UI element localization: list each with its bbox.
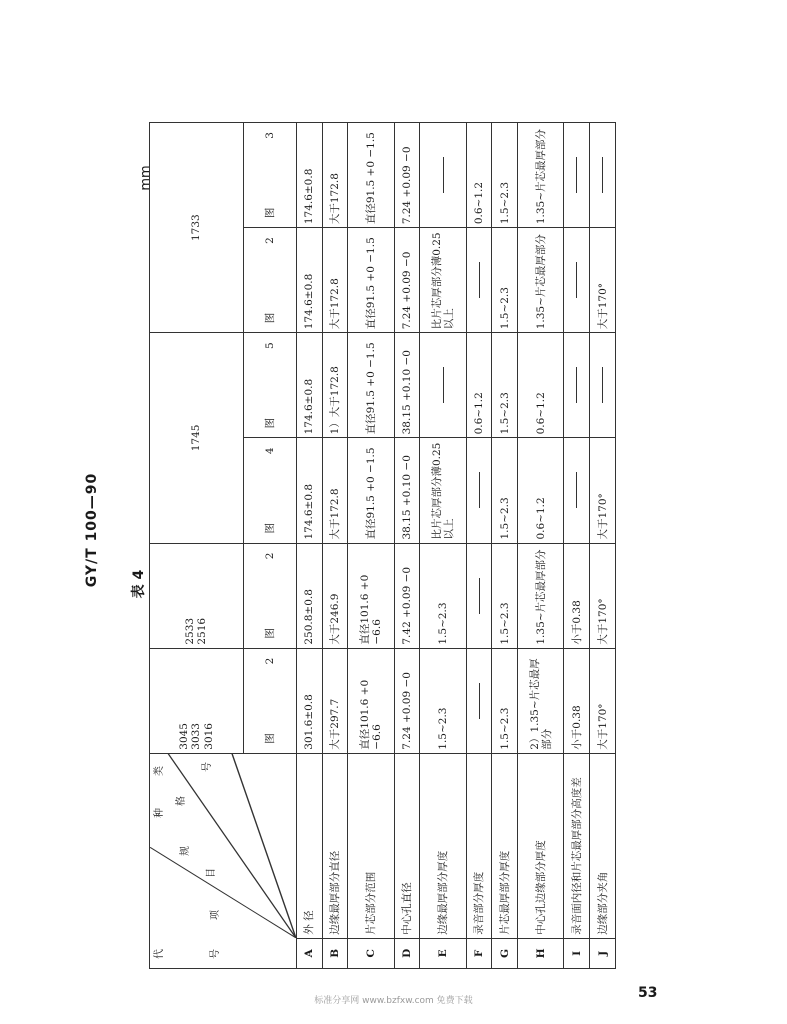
value-cell: 小于0.38 <box>564 648 590 753</box>
dash-mark <box>576 367 577 403</box>
value-cell: 直径91.5 +0 −1.5 <box>348 438 394 543</box>
row-code: I <box>564 938 590 968</box>
model-group-1: 3045 3033 3016 <box>150 648 244 753</box>
row-item-label: 边缘最厚部分厚度 <box>420 753 466 938</box>
header-corner-cell <box>150 753 297 968</box>
empty-cell-dash <box>420 123 466 228</box>
value-cell: 1.35~片芯最厚部分 <box>518 228 564 333</box>
dash-mark <box>602 157 603 193</box>
value-cell: 301.6±0.8 <box>296 648 322 753</box>
value-cell: 直径91.5 +0 −1.5 <box>348 123 394 228</box>
corner-diagonal-lines <box>150 754 296 968</box>
value-cell: 直径101.6 +0 −6.6 <box>348 648 394 753</box>
value-cell: 7.24 +0.09 −0 <box>394 228 420 333</box>
model-group-4: 1733 <box>150 123 244 333</box>
empty-cell-dash <box>564 438 590 543</box>
dash-mark <box>479 683 480 719</box>
row-code: G <box>492 938 518 968</box>
dash-mark <box>602 367 603 403</box>
figure-cell-5: 图 2 <box>243 228 296 333</box>
value-cell: 0.6~1.2 <box>466 123 492 228</box>
table-row <box>590 123 616 969</box>
figure-cell-2: 图 2 <box>243 543 296 648</box>
value-cell: 小于0.38 <box>564 543 590 648</box>
value-cell: 比片芯厚部分薄0.25以上 <box>420 228 466 333</box>
unit-label: mm <box>138 165 154 191</box>
value-cell: 大于170° <box>590 438 616 543</box>
value-cell: 174.6±0.8 <box>296 333 322 438</box>
value-cell: 大于170° <box>590 648 616 753</box>
table-row <box>322 123 348 969</box>
row-item-label: 边缘最厚部分直径 <box>322 753 348 938</box>
value-cell: 直径101.6 +0 −6.6 <box>348 543 394 648</box>
value-cell: 直径91.5 +0 −1.5 <box>348 228 394 333</box>
dash-mark <box>576 472 577 508</box>
corner-label-i: 号 <box>210 949 221 959</box>
value-cell: 1.35~片芯最厚部分 <box>518 123 564 228</box>
value-cell: 1.35~片芯最厚部分 <box>518 543 564 648</box>
value-cell: 大于170° <box>590 228 616 333</box>
value-cell: 7.24 +0.09 −0 <box>394 648 420 753</box>
figure-cell-1: 图 2 <box>243 648 296 753</box>
figure-cell-4: 图 5 <box>243 333 296 438</box>
corner-label-b: 类 <box>154 766 165 776</box>
value-cell: 1.5~2.3 <box>492 438 518 543</box>
spec-table-rotated <box>149 122 616 969</box>
value-cell: 1.5~2.3 <box>420 648 466 753</box>
row-code: J <box>590 938 616 968</box>
value-cell: 1.5~2.3 <box>492 123 518 228</box>
table-row <box>492 123 518 969</box>
value-cell: 1.5~2.3 <box>492 543 518 648</box>
row-code: C <box>348 938 394 968</box>
value-cell: 0.6~1.2 <box>518 333 564 438</box>
table-row <box>564 123 590 969</box>
row-item-label: 录音面内径和片芯最厚部分高度差 <box>564 753 590 938</box>
value-cell: 1.5~2.3 <box>492 333 518 438</box>
row-code: F <box>466 938 492 968</box>
empty-cell-dash <box>564 333 590 438</box>
row-code: A <box>296 938 322 968</box>
empty-cell-dash <box>466 438 492 543</box>
header-row-models <box>150 123 244 969</box>
corner-label-g: 代 <box>154 949 165 959</box>
row-code: D <box>394 938 420 968</box>
value-cell: 1.5~2.3 <box>420 543 466 648</box>
row-item-label: 边缘部分夹角 <box>590 753 616 938</box>
value-cell: 大于172.8 <box>322 228 348 333</box>
empty-cell-dash <box>590 123 616 228</box>
row-item-label: 中心孔直径 <box>394 753 420 938</box>
dash-mark <box>443 157 444 193</box>
table-row <box>518 123 564 969</box>
value-cell: 大于172.8 <box>322 123 348 228</box>
value-cell: 1.5~2.3 <box>492 228 518 333</box>
value-cell: 250.8±0.8 <box>296 543 322 648</box>
empty-cell-dash <box>466 543 492 648</box>
empty-cell-dash <box>564 123 590 228</box>
row-item-label: 中心孔边缘部分厚度 <box>518 753 564 938</box>
empty-cell-dash <box>420 333 466 438</box>
value-cell: 174.6±0.8 <box>296 438 322 543</box>
value-cell: 7.24 +0.09 −0 <box>394 123 420 228</box>
value-cell: 38.15 +0.10 −0 <box>394 438 420 543</box>
dash-mark <box>443 367 444 403</box>
spec-table-body <box>296 123 615 969</box>
page-number: 53 <box>638 985 658 1001</box>
model-group-2: 2533 2516 <box>150 543 244 648</box>
corner-label-d: 格 <box>176 796 187 806</box>
dash-mark <box>479 262 480 298</box>
value-cell: 38.15 +0.10 −0 <box>394 333 420 438</box>
value-cell: 直径91.5 +0 −1.5 <box>348 333 394 438</box>
value-cell: 0.6~1.2 <box>518 438 564 543</box>
corner-label-f: 目 <box>206 868 217 878</box>
row-code: E <box>420 938 466 968</box>
figure-cell-3: 图 4 <box>243 438 296 543</box>
table-row <box>466 123 492 969</box>
value-cell: 1）大于172.8 <box>322 333 348 438</box>
empty-cell-dash <box>466 228 492 333</box>
spec-table <box>149 122 616 969</box>
row-item-label: 片芯部分范围 <box>348 753 394 938</box>
row-item-label: 外 径 <box>296 753 322 938</box>
table-row <box>420 123 466 969</box>
dash-mark <box>479 578 480 614</box>
table-row <box>348 123 394 969</box>
spec-table-wrapper <box>149 122 616 969</box>
dash-mark <box>576 157 577 193</box>
empty-cell-dash <box>590 333 616 438</box>
value-cell: 0.6~1.2 <box>466 333 492 438</box>
watermark-footer: 标准分享网 www.bzfxw.com 免费下载 <box>314 996 473 1006</box>
standard-header: GY/T 100—90 <box>84 472 100 588</box>
value-cell: 大于172.8 <box>322 438 348 543</box>
value-cell: 2）1.35~片芯最厚部分 <box>518 648 564 753</box>
table-row <box>296 123 322 969</box>
row-code: H <box>518 938 564 968</box>
row-item-label: 录音部分厚度 <box>466 753 492 938</box>
empty-cell-dash <box>564 228 590 333</box>
value-cell: 174.6±0.8 <box>296 228 322 333</box>
table-row <box>394 123 420 969</box>
value-cell: 7.42 +0.09 −0 <box>394 543 420 648</box>
value-cell: 1.5~2.3 <box>492 648 518 753</box>
row-code: B <box>322 938 348 968</box>
corner-label-c: 规 <box>180 846 191 856</box>
dash-mark <box>479 472 480 508</box>
row-item-label: 片芯最厚部分厚度 <box>492 753 518 938</box>
corner-label-e: 号 <box>202 762 213 772</box>
value-cell: 大于170° <box>590 543 616 648</box>
value-cell: 174.6±0.8 <box>296 123 322 228</box>
dash-mark <box>576 262 577 298</box>
corner-label-h: 项 <box>210 910 221 920</box>
model-group-3: 1745 <box>150 333 244 543</box>
table-title: 表 4 <box>131 569 147 599</box>
value-cell: 大于246.9 <box>322 543 348 648</box>
value-cell: 大于297.7 <box>322 648 348 753</box>
empty-cell-dash <box>466 648 492 753</box>
value-cell: 比片芯厚部分薄0.25以上 <box>420 438 466 543</box>
corner-label-a: 种 <box>154 808 165 818</box>
figure-cell-6: 图 3 <box>243 123 296 228</box>
